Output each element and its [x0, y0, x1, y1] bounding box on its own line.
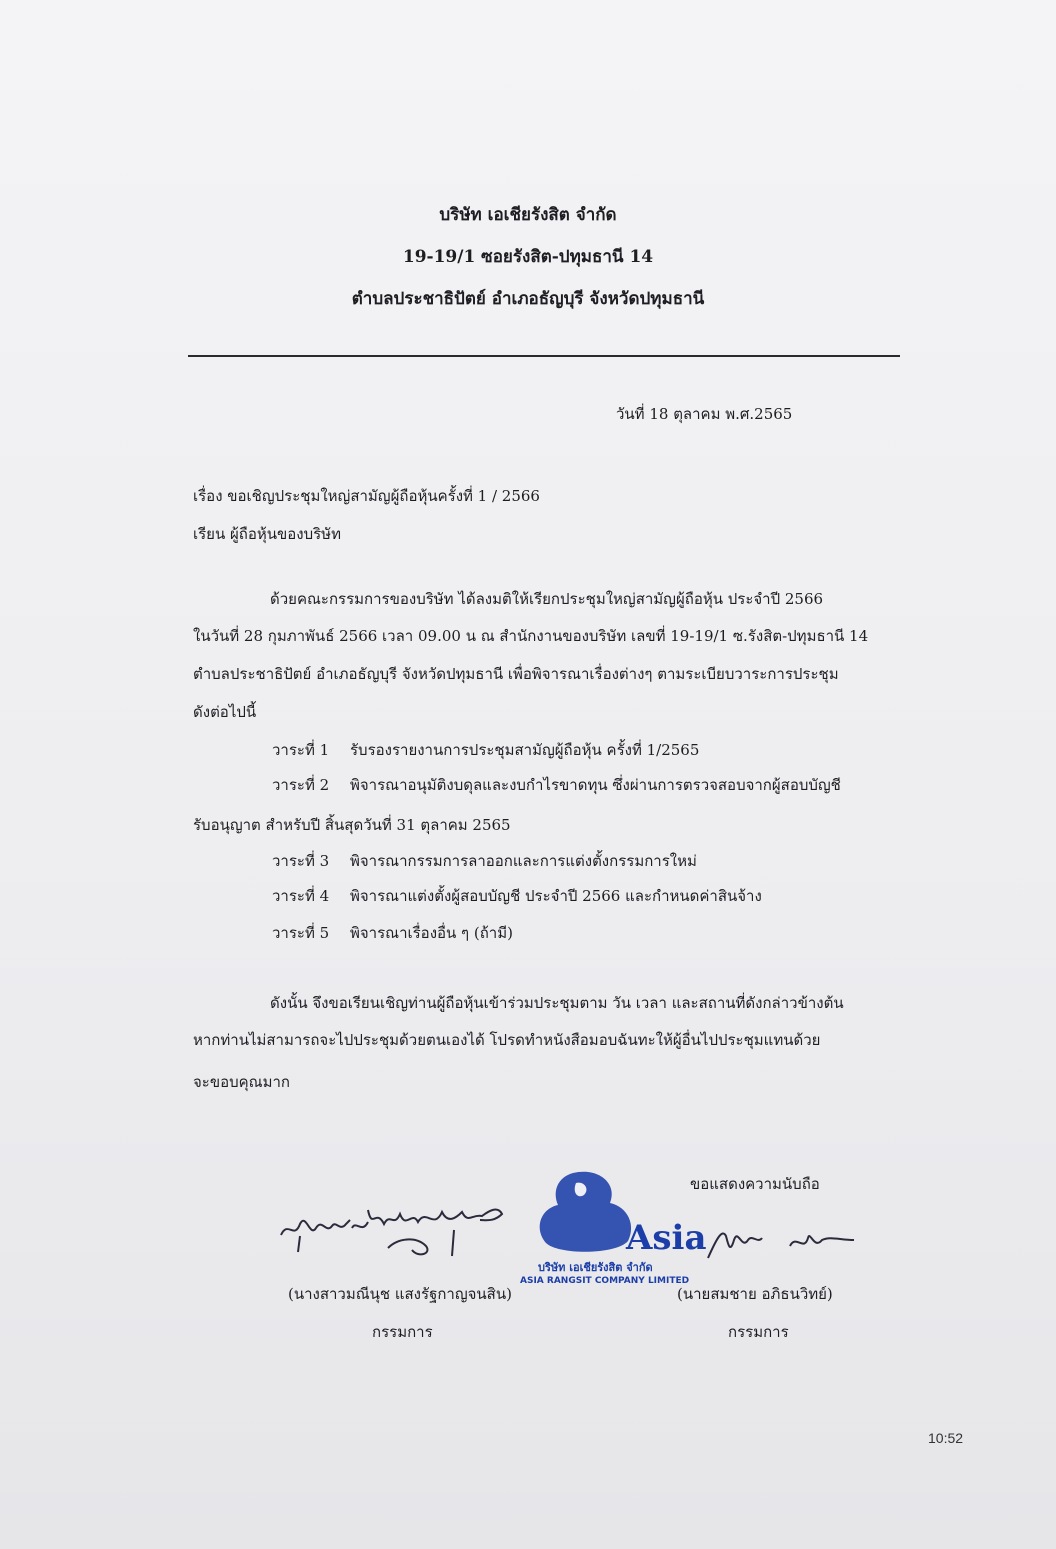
signatory-1-role: กรรมการ	[372, 1323, 433, 1341]
signatory-2-name: (นายสมชาย อภิธนวิทย์)	[677, 1285, 833, 1303]
agenda-number-1: วาระที่ 1	[272, 741, 330, 759]
paragraph1-line3: ตำบลประชาธิปัตย์ อำเภอธัญบุรี จังหวัดปทุมธานี เพื่อพิจารณาเรื่องต่างๆ ตามระเบียบวาระการประชุม	[193, 665, 839, 683]
paragraph1-line2: ในวันที่ 28 กุมภาพันธ์ 2566 เวลา 09.00 น ณ สำนักงานของบริษัท เลขที่ 19-19/1 ซ.รังสิต-ปทุมธานี 14	[193, 627, 869, 645]
paragraph1-line4: ดังต่อไปนี้	[193, 703, 257, 721]
closing-salutation: ขอแสดงความนับถือ	[690, 1175, 820, 1193]
signature-2	[704, 1210, 864, 1270]
letter-recipient: เรียน ผู้ถือหุ้นของบริษัท	[193, 525, 341, 543]
header-divider	[188, 355, 900, 357]
agenda-text-5: พิจารณาเรื่องอื่น ๆ (ถ้ามี)	[350, 924, 513, 942]
agenda-number-2: วาระที่ 2	[272, 776, 330, 794]
agenda-text-2: พิจารณาอนุมัติงบดุลและงบกำไรขาดทุน ซึ่งผ่านการตรวจสอบจากผู้สอบบัญชี	[350, 776, 841, 794]
timestamp: 10:52	[928, 1430, 964, 1446]
asia-logo	[518, 1163, 718, 1258]
company-address-line2: ตำบลประชาธิปัตย์ อำเภอธัญบุรี จังหวัดปทุมธานี	[351, 289, 705, 309]
signature-1	[276, 1190, 516, 1270]
stamp-company-en: ASIA RANGSIT COMPANY LIMITED	[520, 1276, 690, 1286]
company-name: บริษัท เอเชียรังสิต จำกัด	[439, 205, 617, 225]
agenda-text-4: พิจารณาแต่งตั้งผู้สอบบัญชี ประจำปี 2566 และกำหนดค่าสินจ้าง	[350, 887, 762, 905]
stamp-logo-text: Asia	[626, 1218, 707, 1258]
paragraph2-line2: หากท่านไม่สามารถจะไปประชุมด้วยตนเองได้ โปรดทำหนังสือมอบฉันทะให้ผู้อื่นไปประชุมแทนด้วย	[193, 1031, 821, 1049]
paragraph2-line1: ดังนั้น จึงขอเรียนเชิญท่านผู้ถือหุ้นเข้าร่วมประชุมตาม วัน เวลา และสถานที่ดังกล่าวข้างต้น	[270, 994, 844, 1012]
signatory-1-name: (นางสาวมณีนุช แสงรัฐกาญจนสิน)	[288, 1285, 512, 1303]
agenda-number-4: วาระที่ 4	[272, 887, 330, 905]
letter-date: วันที่ 18 ตุลาคม พ.ศ.2565	[616, 405, 793, 423]
signatory-2-role: กรรมการ	[728, 1323, 789, 1341]
letter-subject: เรื่อง ขอเชิญประชุมใหญ่สามัญผู้ถือหุ้นครั้งที่ 1 / 2566	[193, 487, 540, 505]
stamp-company-th: บริษัท เอเชียรังสิต จำกัด	[538, 1261, 653, 1274]
company-address-line1: 19-19/1 ซอยรังสิต-ปทุมธานี 14	[402, 247, 654, 267]
agenda-text-2-continued: รับอนุญาต สำหรับปี สิ้นสุดวันที่ 31 ตุลาคม 2565	[193, 816, 511, 834]
paragraph2-line3: จะขอบคุณมาก	[193, 1073, 290, 1091]
paragraph1-line1: ด้วยคณะกรรมการของบริษัท ได้ลงมติให้เรียกประชุมใหญ่สามัญผู้ถือหุ้น ประจำปี 2566	[270, 590, 824, 608]
agenda-number-3: วาระที่ 3	[272, 852, 330, 870]
agenda-text-1: รับรองรายงานการประชุมสามัญผู้ถือหุ้น ครั้งที่ 1/2565	[350, 741, 700, 759]
agenda-text-3: พิจารณากรรมการลาออกและการแต่งตั้งกรรมการใหม่	[350, 852, 697, 870]
agenda-number-5: วาระที่ 5	[272, 924, 330, 942]
